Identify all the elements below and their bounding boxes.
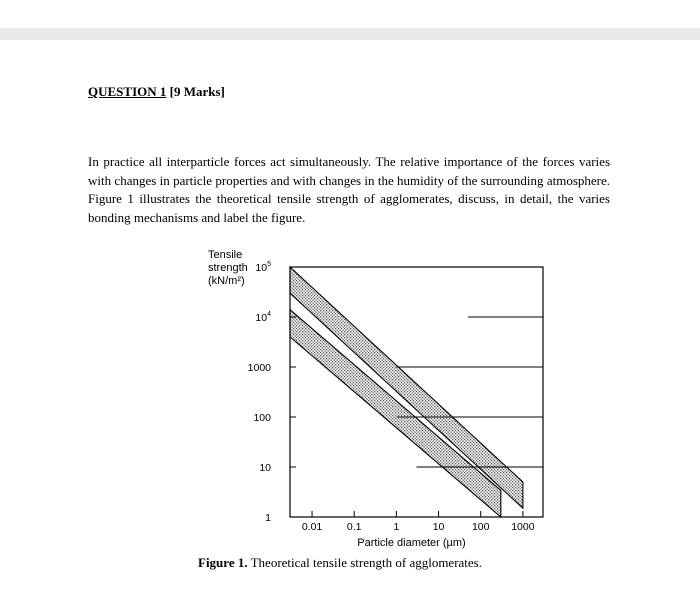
caption-label: Figure 1.	[198, 555, 248, 570]
question-heading	[88, 84, 225, 100]
y-tick-label: 10	[259, 462, 271, 474]
question-marks: [9 Marks]	[166, 84, 225, 99]
x-tick-label: 1000	[511, 521, 535, 533]
y-tick-label: 1000	[247, 362, 271, 374]
x-tick-label: 1	[393, 521, 400, 533]
figure-caption	[198, 555, 482, 571]
y-axis-label: Tensile strength (kN/m²)	[208, 249, 248, 287]
figure-1	[200, 244, 560, 574]
hatched-band-1	[290, 267, 523, 508]
x-axis-label: Particle diameter (µm)	[357, 537, 466, 549]
y-tick-label: 1	[265, 512, 271, 524]
top-strip	[0, 0, 700, 28]
caption-text: Theoretical tensile strength of agglomerates.	[247, 555, 482, 570]
question-body: In practice all interparticle forces act simultaneously. The relative importance of the forces varies with changes in particle properties and with changes in the humidity of the surrounding atmosphere. Figure 1 illustrates the theoretical tensile strength of agglomerates, discuss, in detail, the varies bonding mechanisms and label the figure.	[88, 154, 610, 225]
x-tick-label: 0.01	[301, 521, 323, 533]
y-tick-label: 100	[253, 412, 271, 424]
y-tick-label: $10^5$	[255, 261, 271, 274]
x-tick-label: 10	[432, 521, 445, 533]
x-tick-label: 100	[471, 521, 490, 533]
question-title: QUESTION 1	[88, 84, 167, 99]
tensile-strength-chart	[200, 244, 560, 574]
hatched-band-2	[290, 310, 501, 517]
y-tick-label: $10^4$	[255, 311, 271, 324]
x-tick-label: 0.1	[346, 521, 362, 533]
